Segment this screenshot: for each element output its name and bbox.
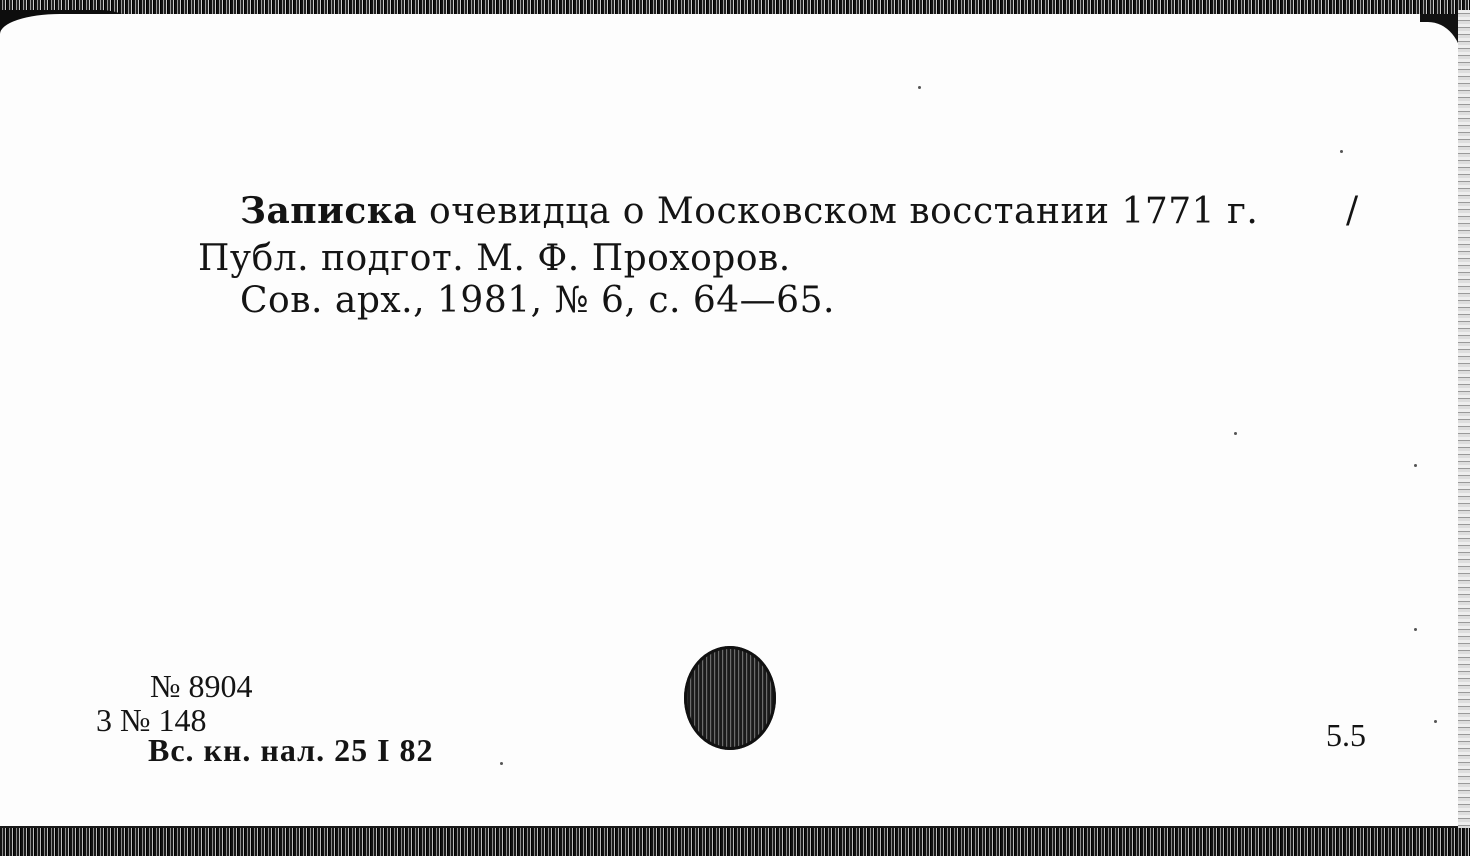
card-slash: /	[1346, 190, 1359, 231]
speck	[1340, 150, 1343, 153]
speck	[1434, 720, 1437, 723]
card-classification-code: 5.5	[1326, 717, 1366, 753]
scan-noise-top	[0, 0, 1470, 14]
card-source-line: Сов. арх., 1981, № 6, с. 64—65.	[240, 280, 835, 321]
card-register: Вс. кн. нал. 25 I 82	[148, 732, 434, 768]
card-title-line	[240, 190, 1258, 232]
card-title-heading: Записка	[240, 190, 418, 232]
card-number: № 8904	[150, 668, 253, 704]
speck	[918, 86, 921, 89]
speck	[1414, 464, 1417, 467]
punch-hole-icon	[684, 646, 776, 750]
card-publisher-line: Публ. подгот. М. Ф. Прохоров.	[198, 238, 791, 279]
speck	[1234, 432, 1237, 435]
speck	[1414, 628, 1417, 631]
scan-noise-right	[1458, 10, 1470, 830]
card-order-number: 3 № 148	[96, 702, 207, 738]
scan-noise-bottom	[0, 828, 1470, 856]
card-title-rest: очевидца о Московском восстании 1771 г.	[429, 191, 1259, 232]
speck	[500, 762, 503, 765]
